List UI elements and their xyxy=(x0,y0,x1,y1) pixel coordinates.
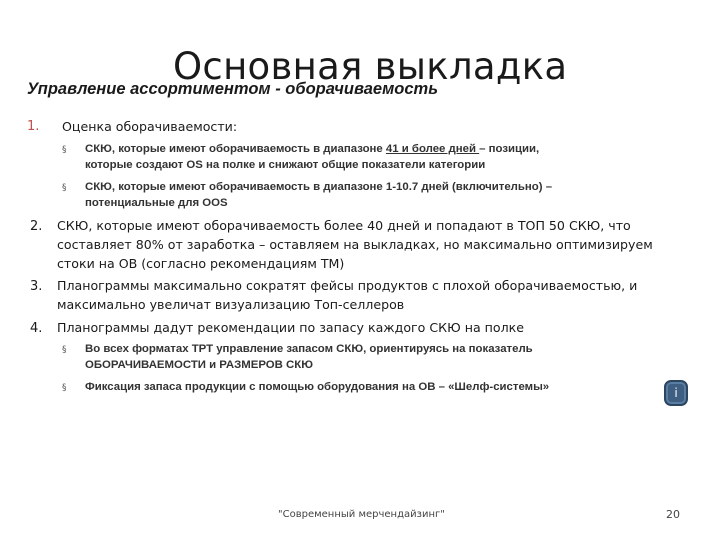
bullet-icon: § xyxy=(62,383,67,393)
bullet-icon: § xyxy=(62,145,67,155)
info-icon[interactable]: i xyxy=(664,380,688,406)
list-marker-3: 3. xyxy=(30,279,43,294)
list-marker-4: 4. xyxy=(30,321,43,336)
slide-subtitle: Управление ассортиментом - оборачиваемость xyxy=(27,80,439,98)
footer-text: "Современный мерчендайзинг" xyxy=(278,509,445,520)
slide-title: Основная выкладка xyxy=(173,45,568,88)
list-marker-2: 2. xyxy=(30,219,43,234)
sub-item-1-1: СКЮ, которые имеют оборачиваемость в диапазоне 41 и более дней – позиции, которые создают OS на полке и снижают общие показатели категории xyxy=(85,143,540,171)
list-item-1-text: Оценка оборачиваемости: xyxy=(62,119,238,134)
list-item-3-text: Планограммы максимально сократят фейсы продуктов с плохой оборачиваемостью, и максимально увеличат визуализацию Топ-селлеров xyxy=(57,278,638,312)
sub-item-4-1: Во всех форматах ТРТ управление запасом СКЮ, ориентируясь на показатель ОБОРАЧИВАЕМОСТИ и РАЗМЕРОВ СКЮ xyxy=(85,343,533,371)
list-item-2-text: СКЮ, которые имеют оборачиваемость более 40 дней и попадают в ТОП 50 СКЮ, что составляет 80% от заработка – оставляем на выкладках, но максимально оптимизируем стоки на ОВ (согласно рекомендациям ТМ) xyxy=(57,218,653,271)
bullet-icon: § xyxy=(62,345,67,355)
sub-item-1-2: СКЮ, которые имеют оборачиваемость в диапазоне 1-10.7 дней (включительно) – потенциальные для OOS xyxy=(85,181,553,209)
list-item-4-text: Планограммы дадут рекомендации по запасу каждого СКЮ на полке xyxy=(57,320,525,335)
page-number: 20 xyxy=(666,508,680,521)
bullet-icon: § xyxy=(62,183,67,193)
list-marker-1: 1. xyxy=(27,119,40,134)
sub-item-4-2: Фиксация запаса продукции с помощью оборудования на ОВ – «Шелф-системы» xyxy=(85,381,550,393)
